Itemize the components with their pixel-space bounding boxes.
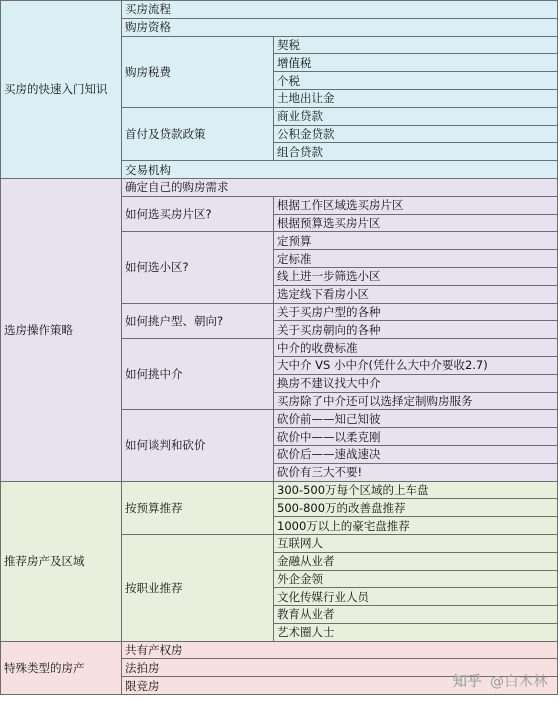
- section-title: 推荐房产及区域: [1, 481, 122, 641]
- topic-label: 交易机构: [122, 161, 558, 179]
- subtopic-label: 关于买房户型的各种: [274, 303, 558, 321]
- subtopic-label: 契税: [274, 36, 558, 54]
- subtopic-label: 中介的收费标准: [274, 339, 558, 357]
- outline-row: [1, 178, 558, 196]
- section-title: 特殊类型的房产: [1, 641, 122, 694]
- subtopic-label: 艺术圈人士: [274, 623, 558, 641]
- topic-label: 如何挑户型、朝向?: [122, 303, 274, 339]
- subtopic-label: 外企金领: [274, 570, 558, 588]
- subtopic-label: 个税: [274, 72, 558, 90]
- subtopic-label: 线上进一步筛选小区: [274, 267, 558, 285]
- subtopic-label: 换房不建议找大中介: [274, 374, 558, 392]
- subtopic-label: 组合贷款: [274, 143, 558, 161]
- subtopic-label: 砍价后——速战速决: [274, 445, 558, 463]
- subtopic-label: 砍价前——知己知彼: [274, 410, 558, 428]
- topic-label: 购房资格: [122, 18, 558, 36]
- topic-label: 法拍房: [122, 659, 558, 677]
- subtopic-label: 定预算: [274, 232, 558, 250]
- zhihu-watermark: [453, 671, 548, 691]
- subtopic-label: 公积金贷款: [274, 125, 558, 143]
- zhihu-logo: 知乎: [453, 674, 482, 690]
- subtopic-label: 文化传媒行业人员: [274, 588, 558, 606]
- subtopic-label: 1000万以上的豪宅盘推荐: [274, 517, 558, 535]
- outline-row: [1, 641, 558, 659]
- topic-label: 如何挑中介: [122, 339, 274, 410]
- subtopic-label: 根据工作区域选买房片区: [274, 196, 558, 214]
- topic-label: 购房税费: [122, 36, 274, 107]
- topic-label: 如何谈判和砍价: [122, 410, 274, 481]
- subtopic-label: 买房除了中介还可以选择定制购房服务: [274, 392, 558, 410]
- topic-label: 共有产权房: [122, 641, 558, 659]
- subtopic-label: 教育从业者: [274, 606, 558, 624]
- watermark-author: @白木林: [490, 674, 548, 690]
- subtopic-label: 金融从业者: [274, 552, 558, 570]
- topic-label: 按预算推荐: [122, 481, 274, 534]
- subtopic-label: 砍价有三大不要!: [274, 463, 558, 481]
- topic-label: 如何选买房片区?: [122, 196, 274, 232]
- subtopic-label: 根据预算选买房片区: [274, 214, 558, 232]
- subtopic-label: 关于买房朝向的各种: [274, 321, 558, 339]
- topic-label: 按职业推荐: [122, 534, 274, 641]
- outline-row: [1, 481, 558, 499]
- subtopic-label: 增值税: [274, 54, 558, 72]
- subtopic-label: 大中介 VS 小中介(凭什么大中介要收2.7): [274, 356, 558, 374]
- topic-label: 如何选小区?: [122, 232, 274, 303]
- outline-row: [1, 1, 558, 19]
- section-title: 买房的快速入门知识: [1, 1, 122, 179]
- section-title: 选房操作策略: [1, 178, 122, 481]
- subtopic-label: 定标准: [274, 250, 558, 268]
- topic-label: 首付及贷款政策: [122, 107, 274, 160]
- subtopic-label: 土地出让金: [274, 89, 558, 107]
- subtopic-label: 500-800万的改善盘推荐: [274, 499, 558, 517]
- subtopic-label: 商业贷款: [274, 107, 558, 125]
- topic-label: 确定自己的购房需求: [122, 178, 558, 196]
- subtopic-label: 砍价中——以柔克刚: [274, 428, 558, 446]
- subtopic-label: 选定线下看房小区: [274, 285, 558, 303]
- topic-label: 限竞房: [122, 677, 558, 695]
- subtopic-label: 互联网人: [274, 534, 558, 552]
- subtopic-label: 300-500万每个区域的上车盘: [274, 481, 558, 499]
- topic-label: 买房流程: [122, 1, 558, 19]
